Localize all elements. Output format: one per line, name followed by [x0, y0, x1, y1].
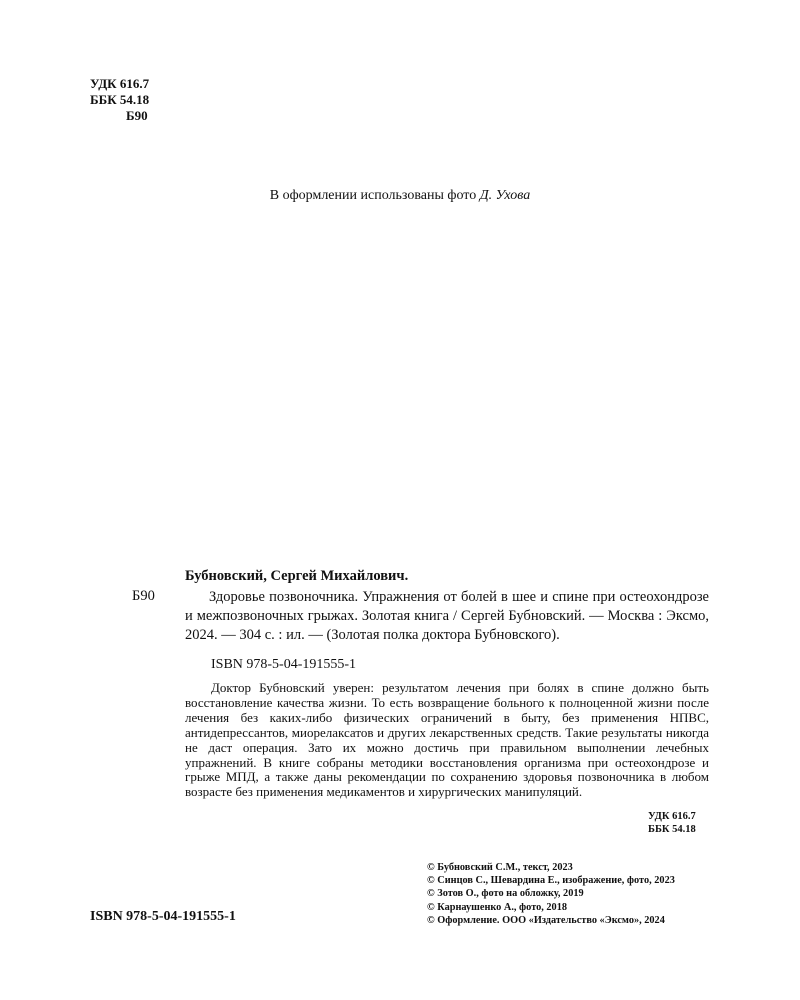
udk-code: УДК 616.7 — [90, 76, 150, 91]
catalog-author: Бубновский, Сергей Михайлович. — [185, 568, 409, 584]
copyright-line: © Зотов О., фото на обложку, 2019 — [427, 888, 584, 900]
catalog-bbk: ББК 54.18 — [648, 824, 696, 835]
copyright-line: © Синцов С., Шевардина Е., изображение, фото, 2023 — [427, 875, 675, 887]
catalog-codes — [648, 810, 696, 836]
catalog-author-mark: Б90 — [132, 588, 155, 604]
catalog-isbn: ISBN 978-5-04-191555-1 — [211, 657, 357, 672]
catalog-udk: УДК 616.7 — [648, 811, 696, 822]
copyright-line: © Оформление. ООО «Издательство «Эксмо», 2024 — [427, 914, 665, 926]
photo-credit-author: Д. Ухова — [479, 188, 531, 203]
copyright-line: © Бубновский С.М., текст, 2023 — [427, 862, 573, 873]
copyright-block — [427, 861, 675, 927]
catalog-description: Здоровье позвоночника. Упражнения от болей в шее и спине при остеохондрозе и межпозвоночных грыжах. Золотая книга / Сергей Бубновский. — Москва : Эксмо, 2024. — 304 с. : ил. — (Золотая полка доктора Бубновского). — [185, 589, 709, 643]
author-mark: Б90 — [126, 108, 148, 123]
photo-credit-text: В оформлении использованы фото — [269, 188, 480, 203]
copyright-line: © Карнаушенко А., фото, 2018 — [427, 901, 568, 913]
photo-credit — [0, 188, 800, 204]
annotation: Доктор Бубновский уверен: результатом лечения при болях в спине должно быть восстановление качества жизни. То есть возвращение больного к полноценной жизни после лечения без каких-либо физических ограничений в быту, без применения НПВС, антидепрессантов, миорелаксатов и других лекарственных средств. Такие результаты никогда не даст операция. Зато их можно достичь при правильном выполнении лечебных упражнений. В книге собраны методики восстановления организма при остеохондрозе и грыже МПД, а также даны рекомендации по сохранению здоровья позвоночника в любом возрасте без применения медикаментов и хирургических манипуляций. — [185, 680, 709, 800]
bbk-code: ББК 54.18 — [90, 92, 150, 107]
classification-codes — [90, 76, 149, 124]
isbn-bottom: ISBN 978-5-04-191555-1 — [90, 909, 236, 924]
